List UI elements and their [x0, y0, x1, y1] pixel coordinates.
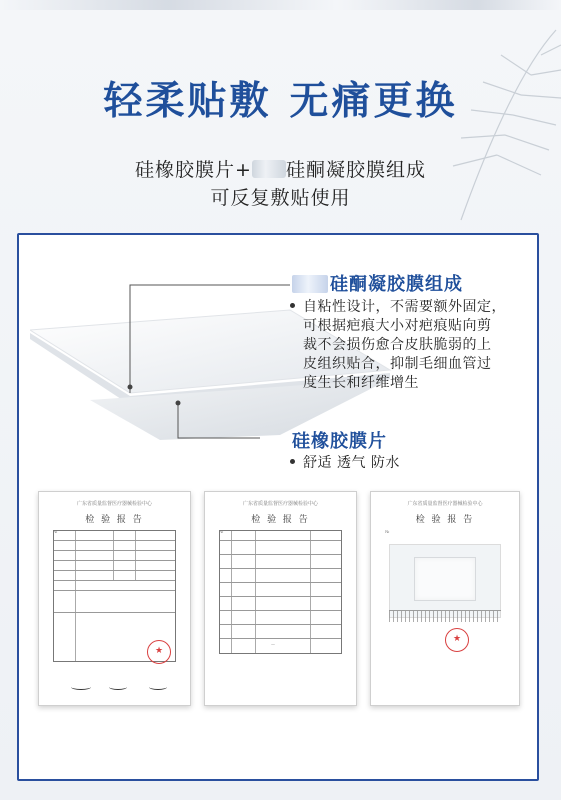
- signature: [71, 684, 91, 690]
- report-table: [219, 530, 342, 654]
- scar-patch-sample: [414, 557, 476, 601]
- signature: [149, 684, 167, 690]
- bullet-dot: [290, 459, 295, 464]
- red-seal-icon: ★: [147, 640, 171, 664]
- headline-left: 轻柔贴敷: [103, 79, 272, 124]
- feature-desc-rubber: 舒适 透气 防水: [290, 454, 520, 473]
- feature-desc-gel: 自粘性设计，不需要额外固定， 可根据疤痕大小对疤痕贴向剪 裁不会损伤愈合皮肤脆弱的上 皮组织贴合，抑制毛细血管过 度生长和纤维增生: [290, 298, 520, 393]
- blurred-brand-mark: [292, 275, 328, 293]
- blurred-brand-mark: [252, 160, 286, 178]
- red-seal-icon: ★: [445, 628, 469, 652]
- bullet-dot: [290, 303, 295, 308]
- feature-title-gel: 硅酮凝胶膜组成: [292, 270, 463, 296]
- headline: [0, 70, 561, 126]
- test-report-2: 广东省质量监督医疗器械检验中心 检 验 报 告 № —: [204, 491, 357, 706]
- ruler: [389, 610, 501, 622]
- feature-title-rubber: 硅橡胶膜片: [292, 431, 387, 452]
- sample-photo: [389, 544, 501, 618]
- subtitle-line-1: 硅橡胶膜片+ 硅酮凝胶膜组成: [135, 159, 426, 181]
- top-decor-stripe: [0, 0, 561, 10]
- test-report-3: 广东省质量监督医疗器械检验中心 检 验 报 告 № ★: [370, 491, 520, 706]
- headline-right: 无痛更换: [289, 79, 458, 124]
- subtitle-line-2: 可反复敷贴使用: [210, 187, 351, 209]
- signature: [109, 684, 127, 690]
- test-report-1: 广东省质量监督医疗器械检验中心 检 验 报 告 № ★: [38, 491, 191, 706]
